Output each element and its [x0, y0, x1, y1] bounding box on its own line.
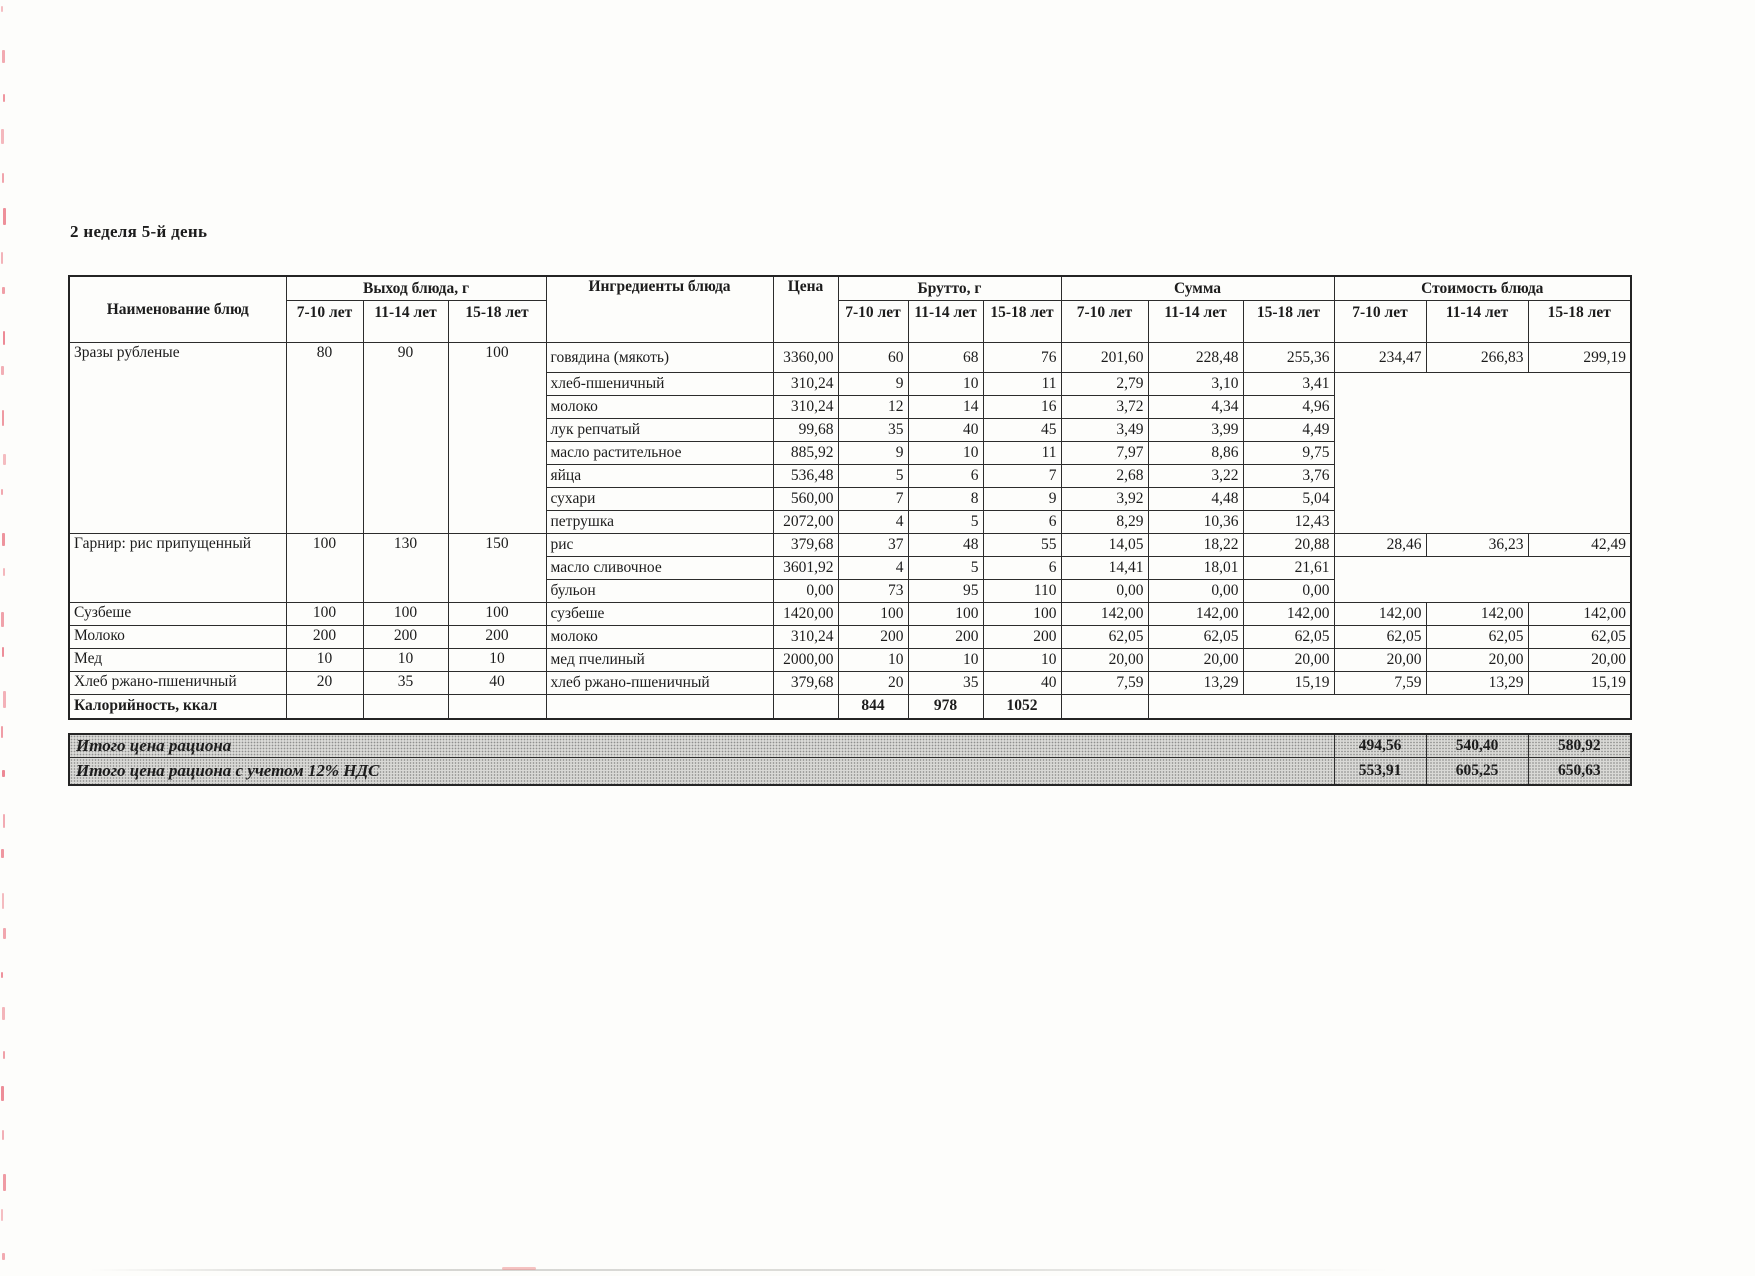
- age-col-header: 15-18 лет: [1243, 301, 1334, 343]
- output-cell: 10: [363, 649, 448, 672]
- ingredient-cell: масло растительное: [546, 442, 773, 465]
- output-cell: 40: [448, 672, 546, 695]
- price-cell: 310,24: [773, 373, 838, 396]
- brutto-cell: 11: [983, 442, 1061, 465]
- scan-mark: [502, 1267, 536, 1270]
- output-cell: 130: [363, 534, 448, 603]
- col-header-ingredients: Ингредиенты блюда: [546, 276, 773, 343]
- brutto-cell: 100: [838, 603, 908, 626]
- brutto-cell: 200: [983, 626, 1061, 649]
- totals-row: [69, 758, 1631, 785]
- calories-label-cell: Калорийность, ккал: [69, 695, 286, 719]
- ingredient-cell: молоко: [546, 396, 773, 419]
- sum-cell: 15,19: [1243, 672, 1334, 695]
- cost-cell: 266,83: [1426, 343, 1528, 373]
- totals-value-cell: 553,91: [1334, 758, 1426, 785]
- scan-mark: [3, 1174, 6, 1191]
- sum-cell: 13,29: [1148, 672, 1243, 695]
- brutto-cell: 40: [983, 672, 1061, 695]
- ingredient-cell: яйца: [546, 465, 773, 488]
- brutto-cell: 5: [838, 465, 908, 488]
- brutto-cell: 9: [838, 442, 908, 465]
- sum-cell: 2,79: [1061, 373, 1148, 396]
- brutto-cell: 6: [983, 557, 1061, 580]
- col-header-dish-name: Наименование блюд: [69, 276, 286, 343]
- brutto-cell: 16: [983, 396, 1061, 419]
- brutto-cell: 10: [908, 649, 983, 672]
- sum-cell: 12,43: [1243, 511, 1334, 534]
- sum-cell: 3,22: [1148, 465, 1243, 488]
- brutto-cell: 110: [983, 580, 1061, 603]
- output-cell: 100: [286, 534, 363, 603]
- brutto-cell: 76: [983, 343, 1061, 373]
- col-header-cost: Стоимость блюда: [1334, 276, 1631, 301]
- age-col-header: 15-18 лет: [983, 301, 1061, 343]
- totals-value-cell: 580,92: [1528, 734, 1631, 758]
- sum-cell: 0,00: [1148, 580, 1243, 603]
- brutto-cell: 14: [908, 396, 983, 419]
- cost-cell: 62,05: [1528, 626, 1631, 649]
- sum-cell: 0,00: [1243, 580, 1334, 603]
- brutto-cell: 5: [908, 511, 983, 534]
- scan-mark: [1, 366, 4, 375]
- ingredient-cell: сухари: [546, 488, 773, 511]
- brutto-cell: 8: [908, 488, 983, 511]
- age-col-header: 15-18 лет: [448, 301, 546, 343]
- output-cell: 10: [286, 649, 363, 672]
- sum-cell: 7,59: [1061, 672, 1148, 695]
- cost-cell: 28,46: [1334, 534, 1426, 557]
- brutto-cell: 55: [983, 534, 1061, 557]
- totals-row: [69, 734, 1631, 758]
- table-row: [69, 534, 1631, 557]
- output-cell: 100: [448, 343, 546, 534]
- scan-mark: [3, 454, 6, 465]
- scan-mark: [1, 849, 4, 858]
- scan-smudge: [90, 1269, 1390, 1271]
- age-col-header: 7-10 лет: [286, 301, 363, 343]
- scan-mark: [3, 208, 6, 225]
- age-col-header: 11-14 лет: [1426, 301, 1528, 343]
- brutto-cell: 4: [838, 511, 908, 534]
- scan-mark: [1, 726, 3, 738]
- scan-mark: [2, 647, 4, 657]
- sum-cell: 14,41: [1061, 557, 1148, 580]
- totals-value-cell: 494,56: [1334, 734, 1426, 758]
- brutto-cell: 73: [838, 580, 908, 603]
- scan-mark: [3, 928, 6, 939]
- age-col-header: 11-14 лет: [908, 301, 983, 343]
- dish-name-cell: Зразы рубленые: [69, 343, 286, 534]
- scan-mark: [3, 94, 5, 102]
- scan-mark: [1, 6, 3, 12]
- cost-cell: 62,05: [1334, 626, 1426, 649]
- sum-cell: 3,10: [1148, 373, 1243, 396]
- price-cell: 536,48: [773, 465, 838, 488]
- cost-cell: 20,00: [1528, 649, 1631, 672]
- output-cell: 35: [363, 672, 448, 695]
- calories-value-cell: 978: [908, 695, 983, 719]
- cost-cell: 15,19: [1528, 672, 1631, 695]
- ingredient-cell: петрушка: [546, 511, 773, 534]
- sum-cell: 4,96: [1243, 396, 1334, 419]
- scan-mark: [2, 1253, 5, 1260]
- age-col-header: 7-10 лет: [1334, 301, 1426, 343]
- calories-value-cell: 844: [838, 695, 908, 719]
- table-row: [69, 343, 1631, 373]
- scan-mark: [3, 331, 5, 345]
- dish-name-cell: Молоко: [69, 626, 286, 649]
- scan-mark: [3, 568, 5, 576]
- sum-cell: 20,00: [1148, 649, 1243, 672]
- brutto-cell: 7: [838, 488, 908, 511]
- brutto-cell: 20: [838, 672, 908, 695]
- col-header-brutto: Брутто, г: [838, 276, 1061, 301]
- ingredient-cell: говядина (мякоть): [546, 343, 773, 373]
- scan-mark: [3, 1051, 5, 1059]
- calories-row: [69, 695, 1631, 719]
- blank-cell: [363, 695, 448, 719]
- sum-cell: 14,05: [1061, 534, 1148, 557]
- blank-cell: [546, 695, 773, 719]
- output-cell: 90: [363, 343, 448, 534]
- scan-mark: [2, 893, 4, 909]
- cost-cell: 42,49: [1528, 534, 1631, 557]
- scan-mark: [2, 770, 5, 777]
- cost-cell: 13,29: [1426, 672, 1528, 695]
- price-cell: 310,24: [773, 396, 838, 419]
- price-cell: 1420,00: [773, 603, 838, 626]
- totals-label-cell: Итого цена рациона: [69, 734, 1334, 758]
- price-cell: 885,92: [773, 442, 838, 465]
- sum-cell: 7,97: [1061, 442, 1148, 465]
- col-header-price: Цена: [773, 276, 838, 343]
- table-row: [69, 603, 1631, 626]
- col-header-output: Выход блюда, г: [286, 276, 546, 301]
- brutto-cell: 35: [838, 419, 908, 442]
- dish-name-cell: Сузбеше: [69, 603, 286, 626]
- cost-cell: 20,00: [1334, 649, 1426, 672]
- output-cell: 200: [286, 626, 363, 649]
- brutto-cell: 7: [983, 465, 1061, 488]
- ingredient-cell: мед пчелиный: [546, 649, 773, 672]
- brutto-cell: 40: [908, 419, 983, 442]
- brutto-cell: 9: [838, 373, 908, 396]
- scan-mark: [1, 1209, 3, 1221]
- sum-cell: 21,61: [1243, 557, 1334, 580]
- sum-cell: 20,00: [1061, 649, 1148, 672]
- scan-mark: [1, 129, 4, 144]
- price-cell: 3360,00: [773, 343, 838, 373]
- calories-value-cell: 1052: [983, 695, 1061, 719]
- sum-cell: 255,36: [1243, 343, 1334, 373]
- sum-cell: 62,05: [1243, 626, 1334, 649]
- scan-mark: [3, 691, 6, 708]
- brutto-cell: 12: [838, 396, 908, 419]
- sum-cell: 2,68: [1061, 465, 1148, 488]
- sum-cell: 4,49: [1243, 419, 1334, 442]
- output-cell: 100: [286, 603, 363, 626]
- table-row: [69, 626, 1631, 649]
- price-cell: 3601,92: [773, 557, 838, 580]
- brutto-cell: 4: [838, 557, 908, 580]
- brutto-cell: 100: [908, 603, 983, 626]
- output-cell: 200: [448, 626, 546, 649]
- age-col-header: 11-14 лет: [363, 301, 448, 343]
- output-cell: 80: [286, 343, 363, 534]
- brutto-cell: 45: [983, 419, 1061, 442]
- output-cell: 20: [286, 672, 363, 695]
- ingredient-cell: рис: [546, 534, 773, 557]
- sum-cell: 3,41: [1243, 373, 1334, 396]
- brutto-cell: 6: [983, 511, 1061, 534]
- brutto-cell: 11: [983, 373, 1061, 396]
- output-cell: 10: [448, 649, 546, 672]
- brutto-cell: 6: [908, 465, 983, 488]
- scan-mark: [2, 50, 5, 63]
- brutto-cell: 10: [908, 373, 983, 396]
- scan-mark: [2, 1130, 4, 1140]
- sum-cell: 228,48: [1148, 343, 1243, 373]
- sum-cell: 9,75: [1243, 442, 1334, 465]
- brutto-cell: 10: [908, 442, 983, 465]
- brutto-cell: 48: [908, 534, 983, 557]
- scan-mark: [2, 173, 4, 183]
- ingredient-cell: лук репчатый: [546, 419, 773, 442]
- ingredient-cell: масло сливочное: [546, 557, 773, 580]
- blank-cost-cell: [1334, 373, 1631, 534]
- sum-cell: 20,88: [1243, 534, 1334, 557]
- sum-cell: 62,05: [1061, 626, 1148, 649]
- scan-mark: [2, 287, 5, 294]
- brutto-cell: 5: [908, 557, 983, 580]
- age-col-header: 11-14 лет: [1148, 301, 1243, 343]
- cost-cell: 7,59: [1334, 672, 1426, 695]
- scan-mark: [3, 814, 5, 828]
- brutto-cell: 200: [838, 626, 908, 649]
- price-cell: 99,68: [773, 419, 838, 442]
- ingredient-cell: молоко: [546, 626, 773, 649]
- sum-cell: 20,00: [1243, 649, 1334, 672]
- sum-cell: 62,05: [1148, 626, 1243, 649]
- table-row: [69, 672, 1631, 695]
- sum-cell: 142,00: [1243, 603, 1334, 626]
- age-col-header: 15-18 лет: [1528, 301, 1631, 343]
- blank-cell: [1061, 695, 1148, 719]
- dish-name-cell: Мед: [69, 649, 286, 672]
- sum-cell: 10,36: [1148, 511, 1243, 534]
- sum-cell: 18,01: [1148, 557, 1243, 580]
- cost-cell: 234,47: [1334, 343, 1426, 373]
- sum-cell: 8,29: [1061, 511, 1148, 534]
- sum-cell: 8,86: [1148, 442, 1243, 465]
- menu-table: [68, 275, 1632, 720]
- output-cell: 100: [448, 603, 546, 626]
- scan-mark: [2, 410, 4, 426]
- brutto-cell: 200: [908, 626, 983, 649]
- brutto-cell: 35: [908, 672, 983, 695]
- price-cell: 2072,00: [773, 511, 838, 534]
- totals-value-cell: 605,25: [1426, 758, 1528, 785]
- cost-cell: 20,00: [1426, 649, 1528, 672]
- price-cell: 379,68: [773, 534, 838, 557]
- totals-value-cell: 650,63: [1528, 758, 1631, 785]
- scan-mark: [2, 1007, 5, 1020]
- ingredient-cell: сузбеше: [546, 603, 773, 626]
- sum-cell: 0,00: [1061, 580, 1148, 603]
- price-cell: 310,24: [773, 626, 838, 649]
- price-cell: 560,00: [773, 488, 838, 511]
- document-title: 2 неделя 5-й день: [70, 222, 208, 241]
- dish-name-cell: Хлеб ржано-пшеничный: [69, 672, 286, 695]
- sum-cell: 201,60: [1061, 343, 1148, 373]
- cost-cell: 62,05: [1426, 626, 1528, 649]
- brutto-cell: 100: [983, 603, 1061, 626]
- blank-cell: [286, 695, 363, 719]
- sum-cell: 4,34: [1148, 396, 1243, 419]
- col-header-sum: Сумма: [1061, 276, 1334, 301]
- cost-cell: 36,23: [1426, 534, 1528, 557]
- sum-cell: 18,22: [1148, 534, 1243, 557]
- cost-cell: 299,19: [1528, 343, 1631, 373]
- brutto-cell: 95: [908, 580, 983, 603]
- scan-mark: [1, 489, 3, 495]
- brutto-cell: 37: [838, 534, 908, 557]
- totals-label-cell: Итого цена рациона с учетом 12% НДС: [69, 758, 1334, 785]
- ingredient-cell: хлеб ржано-пшеничный: [546, 672, 773, 695]
- sum-cell: 3,72: [1061, 396, 1148, 419]
- output-cell: 150: [448, 534, 546, 603]
- price-cell: 379,68: [773, 672, 838, 695]
- sum-cell: 4,48: [1148, 488, 1243, 511]
- sum-cell: 5,04: [1243, 488, 1334, 511]
- scan-mark: [1, 252, 3, 264]
- ingredient-cell: бульон: [546, 580, 773, 603]
- scan-mark: [1, 972, 3, 978]
- brutto-cell: 10: [983, 649, 1061, 672]
- brutto-cell: 68: [908, 343, 983, 373]
- scan-mark: [1, 612, 4, 627]
- sum-cell: 142,00: [1061, 603, 1148, 626]
- sum-cell: 142,00: [1148, 603, 1243, 626]
- cost-cell: 142,00: [1334, 603, 1426, 626]
- totals-table: [68, 733, 1632, 786]
- output-cell: 100: [363, 603, 448, 626]
- totals-value-cell: 540,40: [1426, 734, 1528, 758]
- blank-cell: [448, 695, 546, 719]
- blank-cell: [1148, 695, 1631, 719]
- output-cell: 200: [363, 626, 448, 649]
- sum-cell: 3,49: [1061, 419, 1148, 442]
- dish-name-cell: Гарнир: рис припущенный: [69, 534, 286, 603]
- sum-cell: 3,99: [1148, 419, 1243, 442]
- sum-cell: 3,92: [1061, 488, 1148, 511]
- scan-mark: [1, 1086, 4, 1101]
- brutto-cell: 10: [838, 649, 908, 672]
- scan-mark: [2, 533, 5, 546]
- blank-cost-cell: [1334, 557, 1631, 603]
- ingredient-cell: хлеб-пшеничный: [546, 373, 773, 396]
- age-col-header: 7-10 лет: [838, 301, 908, 343]
- price-cell: 0,00: [773, 580, 838, 603]
- sum-cell: 3,76: [1243, 465, 1334, 488]
- brutto-cell: 60: [838, 343, 908, 373]
- cost-cell: 142,00: [1426, 603, 1528, 626]
- table-row: [69, 649, 1631, 672]
- price-cell: 2000,00: [773, 649, 838, 672]
- cost-cell: 142,00: [1528, 603, 1631, 626]
- age-col-header: 7-10 лет: [1061, 301, 1148, 343]
- blank-cell: [773, 695, 838, 719]
- header-group-row: [69, 276, 1631, 301]
- brutto-cell: 9: [983, 488, 1061, 511]
- header-sub-row: [69, 301, 1631, 343]
